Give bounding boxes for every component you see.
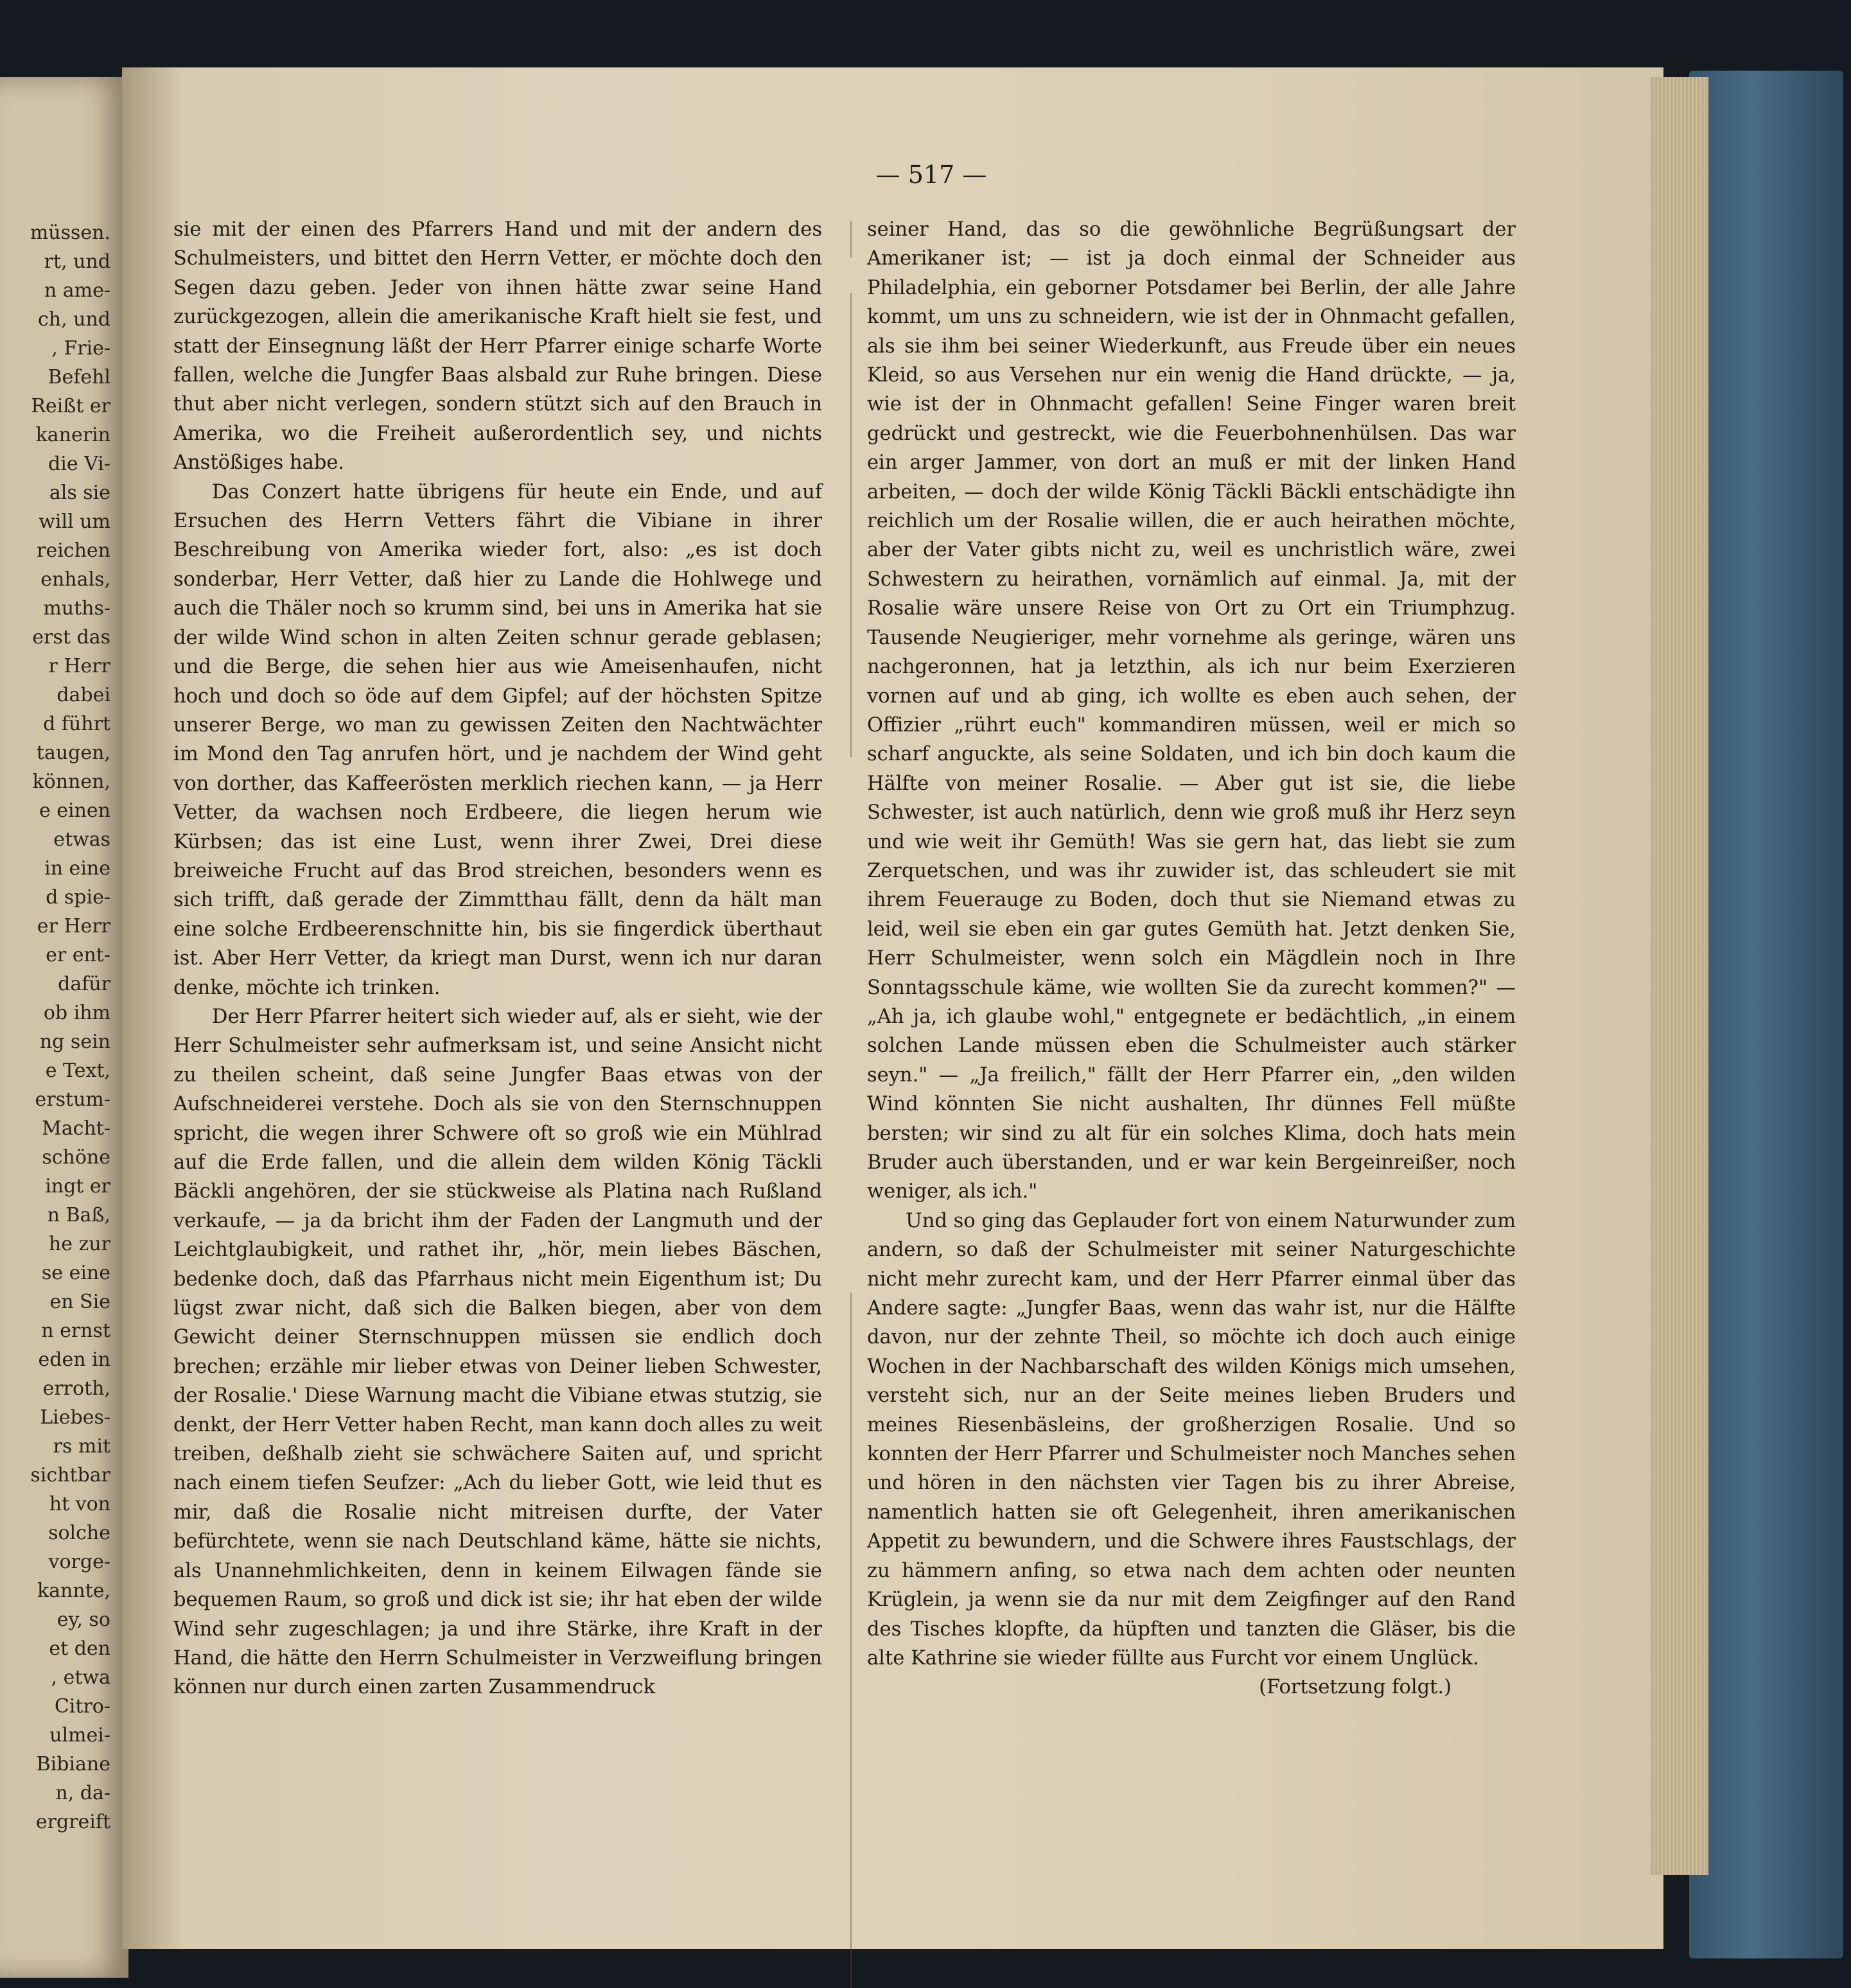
left-fragment-line: können,: [32, 771, 110, 793]
right-page: [122, 67, 1663, 1949]
left-fragment-line: er Herr: [37, 915, 110, 937]
text-column-2: [867, 215, 1516, 1702]
left-fragment-line: Macht-: [42, 1117, 110, 1140]
left-fragment-line: vorge-: [48, 1551, 110, 1573]
left-fragment-line: kannte,: [37, 1580, 110, 1602]
left-fragment-line: rt, und: [44, 250, 110, 273]
left-fragment-line: se eine: [41, 1262, 110, 1284]
left-fragment-line: , etwa: [51, 1666, 110, 1689]
left-fragment-line: Citro-: [54, 1695, 110, 1718]
left-fragment-line: erstum-: [35, 1088, 110, 1111]
left-fragment-line: in eine: [44, 857, 110, 880]
left-fragment-line: d führt: [43, 713, 110, 735]
left-fragment-line: n ame-: [44, 279, 110, 302]
left-fragment-line: r Herr: [48, 655, 110, 677]
left-fragment-line: e Text,: [45, 1059, 110, 1082]
continuation-note: (Fortsetzung folgt.): [1259, 1676, 1452, 1699]
left-fragment-line: ch, und: [37, 308, 110, 331]
left-fragment-line: ht von: [49, 1493, 110, 1515]
left-fragment-line: e einen: [39, 799, 110, 822]
left-fragment-line: Liebes-: [40, 1406, 110, 1429]
left-fragment-line: muths-: [43, 597, 110, 620]
left-fragment-line: ng sein: [39, 1031, 110, 1053]
left-fragment-line: taugen,: [36, 742, 110, 764]
left-fragment-line: d spie-: [46, 886, 110, 909]
left-page: [0, 77, 128, 1978]
column-rule: [850, 222, 852, 1988]
paragraph: seiner Hand, das so die gewöhnliche Begrüßungsart der Amerikaner ist; — ist ja doch einmal der Schneider aus Philadelphia, ein geborner Potsdamer bei Berlin, der alle Jahre kommt, um uns zu schneidern, wie ist der in Ohnmacht gefallen, als sie ihm bei seiner Wiederkunft, aus Freude über ein neues Kleid, so aus Versehen nur ein wenig die Hand drückte, — ja, wie ist der in Ohnmacht gefallen! Seine Finger waren breit gedrückt und gestreckt, wie die Feuerbohnenhülsen. Das war ein arger Jammer, von dort an muß er mit der linken Hand arbeiten, — doch der wilde König Täckli Bäckli entschädigte ihn reichlich um der Rosalie willen, die er auch heirathen möchte, aber der Vater gibts nicht zu, weil es unchristlich wäre, zwei Schwestern zu heirathen, vornämlich auf einmal. Ja, mit der Rosalie wäre unsere Reise von Ort zu Ort ein Triumphzug. Tausende Neugieriger, mehr vornehme als geringe, wären uns nachgeronnen, hat ja letzthin, als ich nur beim Exerzieren vornen auf und ab ging, ich wollte es eben auch sehen, der Offizier „rührt euch" kommandiren müssen, weil er mich so scharf anguckte, als seine Soldaten, und ich bin doch kaum die Hälfte von meiner Rosalie. — Aber gut ist sie, die liebe Schwester, ist auch natürlich, denn wie groß muß ihr Herz seyn und wie weit ihr Gemüth! Was sie gern hat, das liebt sie zum Zerquetschen, und was ihr zuwider ist, das schleudert sie mit ihrem Feuerauge zu Boden, doch thut sie Niemand etwas zu leid, weil sie eben ein gar gutes Gemüth hat. Jetzt denken Sie, Herr Schulmeister, wenn solch ein Mägdlein noch in Ihre Sonntagsschule käme, wie wollten Sie da zurecht kommen?" — „Ah ja, ich glaube wohl," entgegnete er bedächtlich, „in einem solchen Lande müssen eben die Schulmeister auch stärker seyn." — „Ja freilich," fällt der Herr Pfarrer ein, „den wilden Wind könnten Sie nicht aushalten, Ihr dünnes Fell müßte bersten; wir sind zu alt für ein solches Klima, doch hats mein Bruder auch überstanden, und er war kein Bergeinreißer, noch weniger, als ich.": [867, 218, 1516, 1203]
left-fragment-line: n Baß,: [47, 1204, 110, 1226]
left-fragment-line: n, da-: [55, 1782, 110, 1804]
left-fragment-line: en Sie: [49, 1291, 110, 1313]
left-fragment-line: schöne: [42, 1146, 110, 1169]
left-fragment-line: Befehl: [48, 366, 110, 388]
left-fragment-line: müssen.: [30, 222, 110, 244]
left-fragment-line: etwas: [53, 828, 110, 851]
left-fragment-line: kanerin: [35, 424, 110, 446]
left-fragment-line: dabei: [57, 684, 110, 706]
book-binding: [1689, 71, 1843, 1958]
left-fragment-line: enhals,: [40, 568, 110, 591]
left-fragment-line: reichen: [37, 539, 110, 562]
paragraph: Das Conzert hatte übrigens für heute ein Ende, und auf Ersuchen des Herrn Vetters fährt die Vibiane in ihrer Beschreibung von Amerika wieder fort, also: „es ist doch sonderbar, Herr Vetter, daß hier zu Lande die Hohlwege und auch die Thäler noch so krumm sind, bei uns in Amerika hat sie der wilde Wind schon in alten Zeiten schnur gerade geblasen; und die Berge, die sehen hier aus wie Ameisenhaufen, nicht hoch und doch so öde auf dem Gipfel; auf der höchsten Spitze unserer Berge, wo man zu gewissen Zeiten den Nachtwächter im Mond den Tag anrufen hört, und je nachdem der Wind geht von dorther, das Kaffeerösten merklich riechen kann, — ja Herr Vetter, da wachsen noch Erdbeere, die liegen herum wie Kürbsen; das ist eine Lust, wenn ihrer Zwei, Drei diese breiweiche Frucht auf das Brod streichen, besonders wenn es sich trifft, daß gerade der Zimmtthau fällt, denn da hält man eine solche Erdbeerenschnitte hin, bis sie fingerdick überthaut ist. Aber Herr Vetter, da kriegt man Durst, wenn ich nur daran denke, möchte ich trinken.: [173, 480, 822, 999]
paragraph: Der Herr Pfarrer heitert sich wieder auf, als er sieht, wie der Herr Schulmeister sehr aufmerksam ist, und seine Ansicht nicht zu theilen scheint, daß seine Jungfer Baas etwas von der Aufschneiderei verstehe. Doch als sie von den Sternschnuppen spricht, die wegen ihrer Schwere oft so groß wie ein Mühlrad auf die Erde fallen, und die allein dem wilden König Täckli Bäckli angehören, der sie stückweise als Platina nach Rußland verkaufe, — ja da bricht ihm der Faden der Langmuth und der Leichtglaubigkeit, und rathet ihr, „hör, mein liebes Bäschen, bedenke doch, daß das Pfarrhaus nicht mein Eigenthum ist; Du lügst zwar nicht, daß sich die Balken biegen, aber von dem Gewicht deiner Sternschnuppen müssen sie endlich doch brechen; erzähle mir lieber etwas von Deiner lieben Schwester, der Rosalie.' Diese Warnung macht die Vibiane etwas stutzig, sie denkt, der Herr Vetter haben Recht, man kann doch alles zu weit treiben, deßhalb zieht sie schwächere Saiten auf, und spricht nach einem tiefen Seufzer: „Ach du lieber Gott, wie leid thut es mir, daß die Rosalie nicht mitreisen durfte, der Vater befürchtete, wenn sie nach Deutschland käme, hätte sie nichts, als Unannehmlichkeiten, denn in keinem Eilwagen fände sie bequemen Raum, so groß und dick ist sie; ihr hat eben der wilde Wind sehr zugeschlagen; ja und ihre Stärke, ihre Kraft in der Hand, die hätte den Herrn Schulmeister in Verzweiflung bringen können nur durch einen zarten Zusammendruck: [173, 1005, 822, 1699]
text-column-1: [173, 215, 822, 1702]
left-fragment-line: n ernst: [41, 1320, 110, 1342]
left-fragment-line: eden in: [38, 1348, 110, 1371]
left-fragment-line: die Vi-: [48, 453, 110, 475]
left-fragment-line: he zur: [48, 1233, 110, 1255]
left-fragment-line: ulmei-: [49, 1724, 110, 1747]
left-fragment-line: solche: [48, 1522, 110, 1544]
left-fragment-line: er ent-: [46, 944, 110, 966]
left-fragment-line: Reißt er: [31, 395, 110, 417]
left-fragment-line: dafür: [58, 973, 110, 995]
left-fragment-line: ey, so: [57, 1609, 110, 1631]
left-fragment-line: erst das: [32, 626, 110, 649]
left-fragment-line: erroth,: [42, 1377, 110, 1400]
left-fragment-line: et den: [49, 1637, 110, 1660]
left-fragment-line: als sie: [49, 482, 110, 504]
left-page-fragments: [0, 218, 110, 1836]
left-fragment-line: Bibiane: [36, 1753, 110, 1775]
left-fragment-line: ob ihm: [43, 1002, 110, 1024]
left-fragment-line: rs mit: [53, 1435, 110, 1458]
left-fragment-line: will um: [39, 510, 110, 533]
left-fragment-line: ergreift: [35, 1811, 110, 1833]
left-fragment-line: ingt er: [45, 1175, 110, 1198]
page-number: — 517 —: [875, 161, 987, 189]
left-fragment-line: , Frie-: [51, 337, 110, 360]
paragraph: sie mit der einen des Pfarrers Hand und mit der andern des Schulmeisters, und bittet den Herrn Vetter, er möchte doch den Segen dazu geben. Jeder von ihnen hätte zwar seine Hand zurückgezogen, allein die amerikanische Kraft hielt sie fest, und statt der Einsegnung läßt der Herr Pfarrer einige scharfe Worte fallen, welche die Jungfer Baas alsbald zur Ruhe bringen. Diese thut aber nicht verlegen, sondern stützt sich auf den Brauch in Amerika, wo die Freiheit außerordentlich sey, und nichts Anstößiges habe.: [173, 218, 822, 475]
page-edges: [1651, 77, 1708, 1875]
paragraph: Und so ging das Geplauder fort von einem Naturwunder zum andern, so daß der Schulmeister mit seiner Naturgeschichte nicht mehr zurecht kam, und der Herr Pfarrer einmal über das Andere sagte: „Jungfer Baas, wenn das wahr ist, nur die Hälfte davon, nur der zehnte Theil, so möchte ich doch auch einige Wochen in der Nachbarschaft des wilden Königs mich umsehen, versteht sich, nur an der Seite meines lieben Bruders und meines Riesenbäsleins, der großherzigen Rosalie. Und so konnten der Herr Pfarrer und Schulmeister noch Manches sehen und hören in den nächsten vier Tagen bis zu ihrer Abreise, namentlich hatten sie oft Gelegenheit, ihren amerikanischen Appetit zu bewundern, und die Schwere ihres Faustschlags, der zu hämmern anfing, so etwa nach dem achten oder neunten Krüglein, ja wenn sie da nur mit dem Zeigfinger auf den Rand des Tisches klopfte, da hüpften und tanzten die Gläser, bis die alte Kathrine sie wieder füllte aus Furcht vor einem Unglück.: [867, 1209, 1516, 1670]
left-fragment-line: sichtbar: [30, 1464, 110, 1487]
